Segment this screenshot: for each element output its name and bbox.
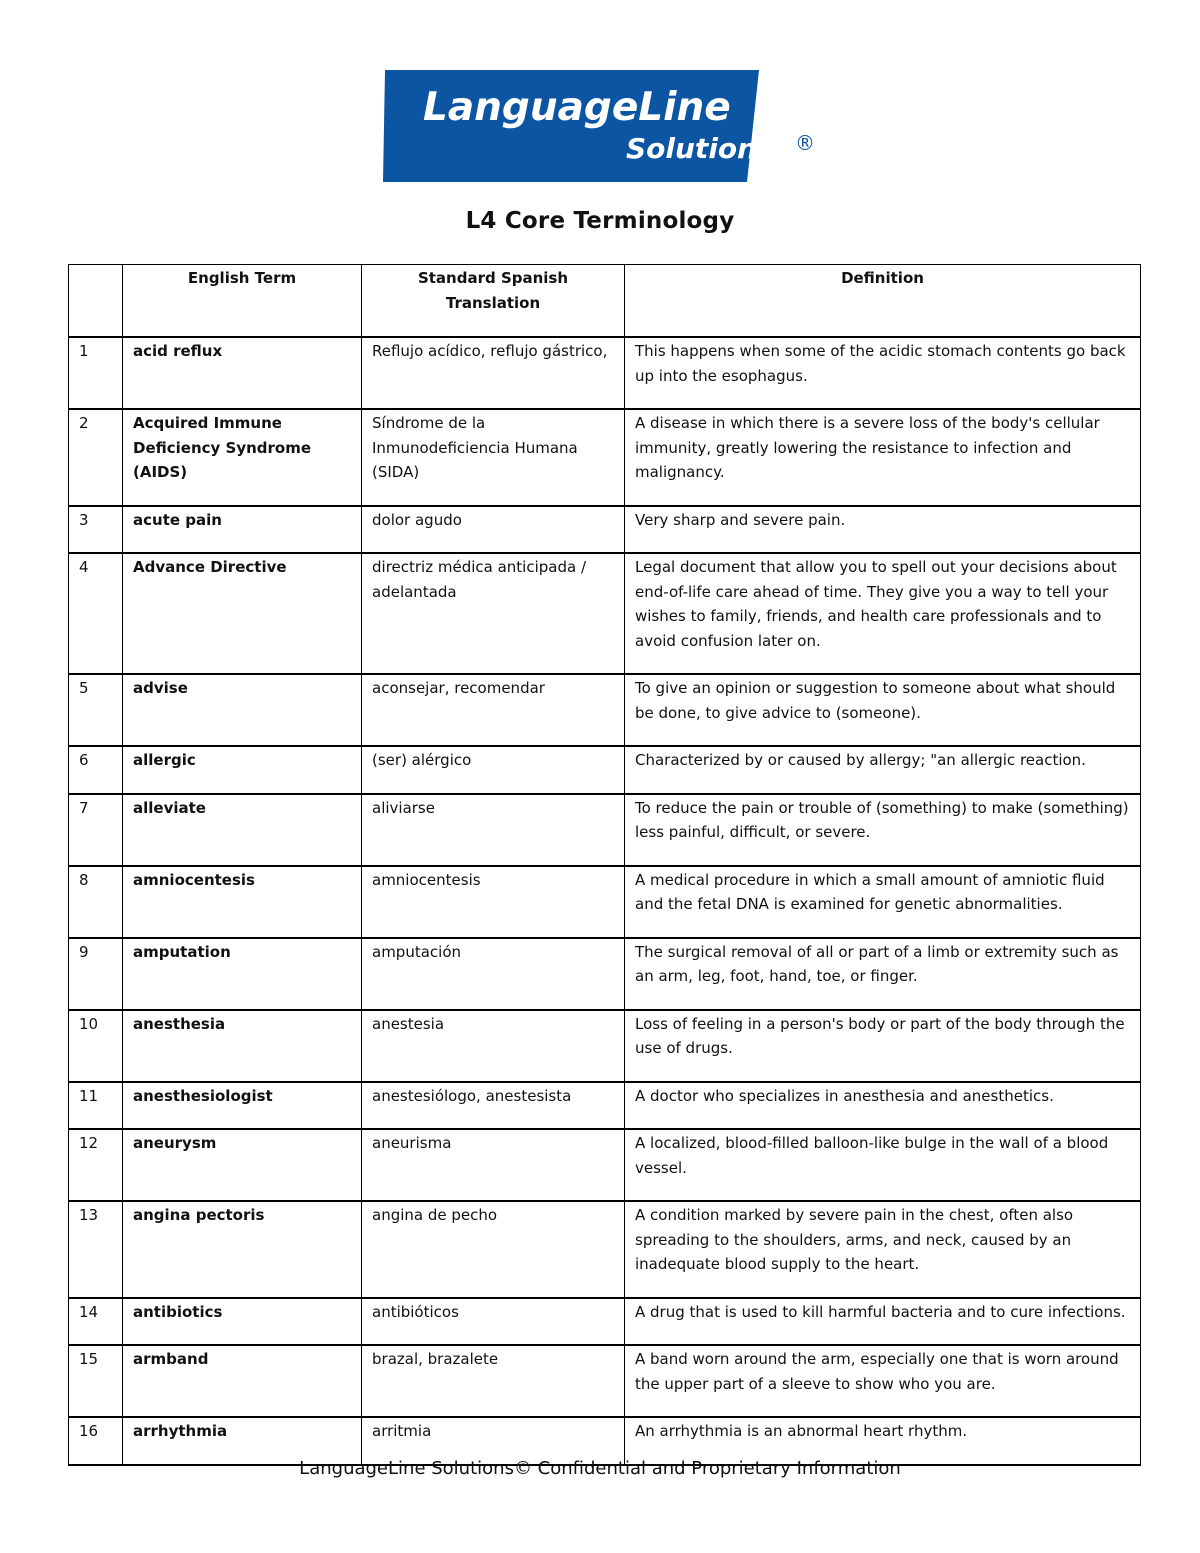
table-row — [69, 1129, 1141, 1201]
spanish-translation: brazal, brazalete — [362, 1345, 625, 1417]
definition: This happens when some of the acidic stomach contents go back up into the esophagus. — [625, 337, 1141, 409]
spanish-translation: aneurisma — [362, 1129, 625, 1201]
definition: To give an opinion or suggestion to someone about what should be done, to give advice to (someone). — [625, 674, 1141, 746]
definition: Characterized by or caused by allergy; "an allergic reaction. — [625, 746, 1141, 794]
table-body — [69, 337, 1141, 1465]
spanish-translation: anestesiólogo, anestesista — [362, 1082, 625, 1130]
row-number: 2 — [69, 409, 123, 506]
logo-registered-mark: ® — [795, 131, 815, 155]
definition: A drug that is used to kill harmful bacteria and to cure infections. — [625, 1298, 1141, 1346]
english-term: angina pectoris — [123, 1201, 362, 1298]
english-term: alleviate — [123, 794, 362, 866]
definition: Loss of feeling in a person's body or part of the body through the use of drugs. — [625, 1010, 1141, 1082]
table-row — [69, 1345, 1141, 1417]
row-number: 16 — [69, 1417, 123, 1465]
english-term: advise — [123, 674, 362, 746]
row-number: 14 — [69, 1298, 123, 1346]
spanish-translation: antibióticos — [362, 1298, 625, 1346]
spanish-translation: anestesia — [362, 1010, 625, 1082]
spanish-translation: angina de pecho — [362, 1201, 625, 1298]
table-row — [69, 1010, 1141, 1082]
english-term: anesthesiologist — [123, 1082, 362, 1130]
english-term: acid reflux — [123, 337, 362, 409]
table-row — [69, 674, 1141, 746]
definition: A band worn around the arm, especially one that is worn around the upper part of a sleeve to show who you are. — [625, 1345, 1141, 1417]
english-term: aneurysm — [123, 1129, 362, 1201]
english-term: acute pain — [123, 506, 362, 554]
table-row — [69, 1082, 1141, 1130]
logo-line1: LanguageLine — [423, 85, 731, 130]
english-term: arrhythmia — [123, 1417, 362, 1465]
spanish-translation: (ser) alérgico — [362, 746, 625, 794]
table-row — [69, 794, 1141, 866]
languageline-logo — [383, 70, 821, 182]
definition: Very sharp and severe pain. — [625, 506, 1141, 554]
spanish-translation: Reflujo acídico, reflujo gástrico, — [362, 337, 625, 409]
row-number: 13 — [69, 1201, 123, 1298]
row-number: 9 — [69, 938, 123, 1010]
spanish-translation: directriz médica anticipada / adelantada — [362, 553, 625, 674]
row-number: 6 — [69, 746, 123, 794]
english-term: amniocentesis — [123, 866, 362, 938]
definition: The surgical removal of all or part of a limb or extremity such as an arm, leg, foot, hand, toe, or finger. — [625, 938, 1141, 1010]
table-header-row — [69, 265, 1141, 338]
definition: A localized, blood-filled balloon-like bulge in the wall of a blood vessel. — [625, 1129, 1141, 1201]
english-term: amputation — [123, 938, 362, 1010]
english-term: Advance Directive — [123, 553, 362, 674]
logo-graphic — [383, 70, 821, 182]
table-row — [69, 1201, 1141, 1298]
definition: A doctor who specializes in anesthesia and anesthetics. — [625, 1082, 1141, 1130]
row-number: 15 — [69, 1345, 123, 1417]
table-row — [69, 409, 1141, 506]
table-row — [69, 506, 1141, 554]
definition: Legal document that allow you to spell out your decisions about end-of-life care ahead of time. They give you a way to tell your wishes to family, friends, and health care professionals and to avoid confusion later on. — [625, 553, 1141, 674]
spanish-translation: amniocentesis — [362, 866, 625, 938]
header-number — [69, 265, 123, 338]
table-row — [69, 553, 1141, 674]
english-term: Acquired Immune Deficiency Syndrome (AIDS) — [123, 409, 362, 506]
definition: An arrhythmia is an abnormal heart rhythm. — [625, 1417, 1141, 1465]
header-spanish-translation: Standard Spanish Translation — [362, 265, 625, 338]
row-number: 10 — [69, 1010, 123, 1082]
definition: A medical procedure in which a small amount of amniotic fluid and the fetal DNA is examined for genetic abnormalities. — [625, 866, 1141, 938]
table-row — [69, 1298, 1141, 1346]
page-title: L4 Core Terminology — [465, 208, 735, 234]
header-english-term: English Term — [123, 265, 362, 338]
row-number: 7 — [69, 794, 123, 866]
definition: To reduce the pain or trouble of (something) to make (something) less painful, difficult, or severe. — [625, 794, 1141, 866]
terminology-table — [68, 264, 1141, 1466]
table-row — [69, 746, 1141, 794]
header-definition: Definition — [625, 265, 1141, 338]
table-row — [69, 337, 1141, 409]
english-term: antibiotics — [123, 1298, 362, 1346]
english-term: anesthesia — [123, 1010, 362, 1082]
spanish-translation: aliviarse — [362, 794, 625, 866]
row-number: 11 — [69, 1082, 123, 1130]
definition: A disease in which there is a severe loss of the body's cellular immunity, greatly lowering the resistance to infection and malignancy. — [625, 409, 1141, 506]
spanish-translation: amputación — [362, 938, 625, 1010]
logo-line2: Solutions — [626, 132, 774, 165]
table-row — [69, 866, 1141, 938]
english-term: allergic — [123, 746, 362, 794]
row-number: 12 — [69, 1129, 123, 1201]
spanish-translation: aconsejar, recomendar — [362, 674, 625, 746]
spanish-translation: Síndrome de la Inmunodeficiencia Humana (SIDA) — [362, 409, 625, 506]
footer-confidential-notice: LanguageLine Solutions© Confidential and Proprietary Information — [299, 1458, 901, 1479]
spanish-translation: dolor agudo — [362, 506, 625, 554]
row-number: 4 — [69, 553, 123, 674]
row-number: 5 — [69, 674, 123, 746]
row-number: 3 — [69, 506, 123, 554]
english-term: armband — [123, 1345, 362, 1417]
spanish-translation: arritmia — [362, 1417, 625, 1465]
table-row — [69, 938, 1141, 1010]
definition: A condition marked by severe pain in the chest, often also spreading to the shoulders, arms, and neck, caused by an inadequate blood supply to the heart. — [625, 1201, 1141, 1298]
row-number: 1 — [69, 337, 123, 409]
row-number: 8 — [69, 866, 123, 938]
